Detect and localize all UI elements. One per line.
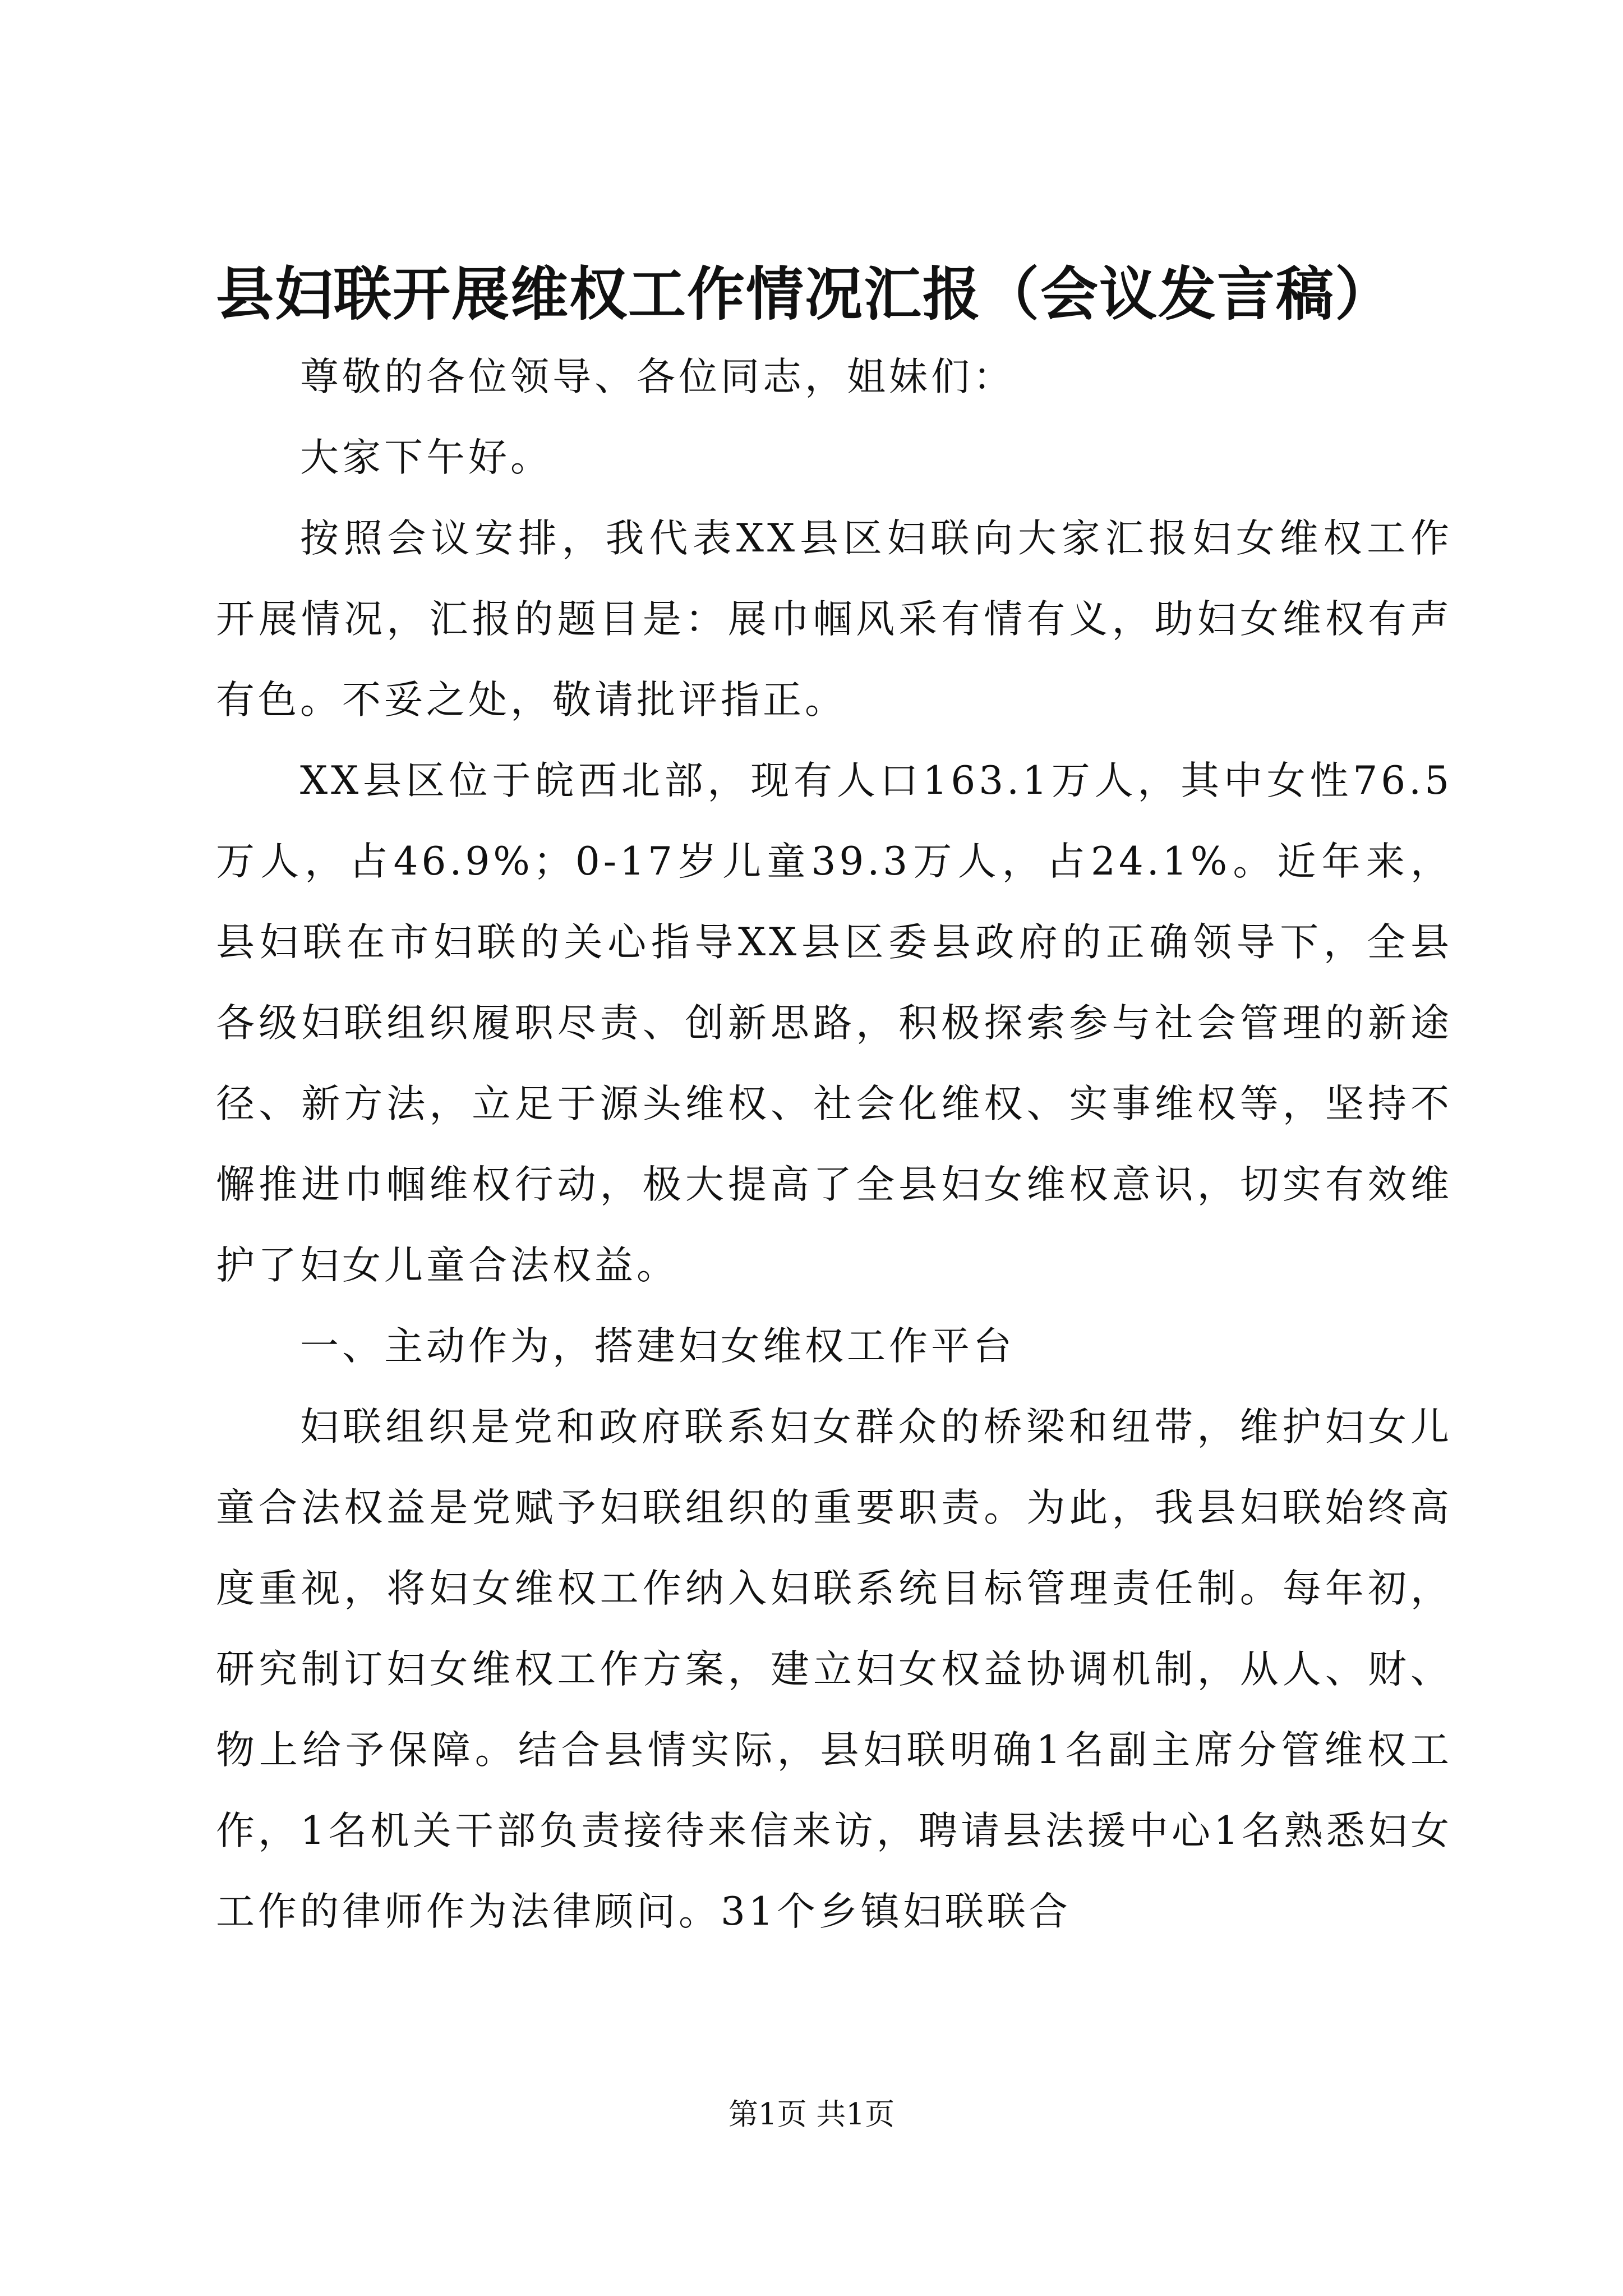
- intro-paragraph: 按照会议安排，我代表XX县区妇联向大家汇报妇女维权工作开展情况，汇报的题目是：展巾帼风采有情有义，助妇女维权有声有色。不妥之处，敬请批评指正。: [216, 516, 1453, 723]
- document-title: 县妇联开展维权工作情况汇报（会议发言稿）: [216, 260, 1394, 328]
- section-body-paragraph: 妇联组织是党和政府联系妇女群众的桥梁和纽带，维护妇女儿童合法权益是党赋予妇联组织的重要职责。为此，我县妇联始终高度重视，将妇女维权工作纳入妇联系统目标管理责任制。每年初，研究制订妇女维权工作方案，建立妇女权益协调机制，从人、财、物上给予保障。结合县情实际，县妇联明确1名副主席分管维权工作，1名机关干部负责接待来信来访，聘请县法援中心1名熟悉妇女工作的律师作为法律顾问。31个乡镇妇联联合: [216, 1405, 1453, 1934]
- county-overview-paragraph: XX县区位于皖西北部，现有人口163.1万人，其中女性76.5万人，占46.9%；0-17岁儿童39.3万人，占24.1%。近年来，县妇联在市妇联的关心指导XX县区委县政府的正确领导下，全县各级妇联组织履职尽责、创新思路，积极探索参与社会管理的新途径、新方法，立足于源头维权、社会化维权、实事维权等，坚持不懈推进巾帼维权行动，极大提高了全县妇女维权意识，切实有效维护了妇女儿童合法权益。: [216, 758, 1453, 1288]
- section-heading: 一、主动作为，搭建妇女维权工作平台: [300, 1324, 1015, 1369]
- greeting-paragraph: 大家下午好。: [300, 435, 552, 480]
- page-footer: 第1页 共1页: [728, 2097, 895, 2132]
- salutation-paragraph: 尊敬的各位领导、各位同志，姐妹们：: [300, 355, 1015, 399]
- document-body: [216, 337, 1453, 1952]
